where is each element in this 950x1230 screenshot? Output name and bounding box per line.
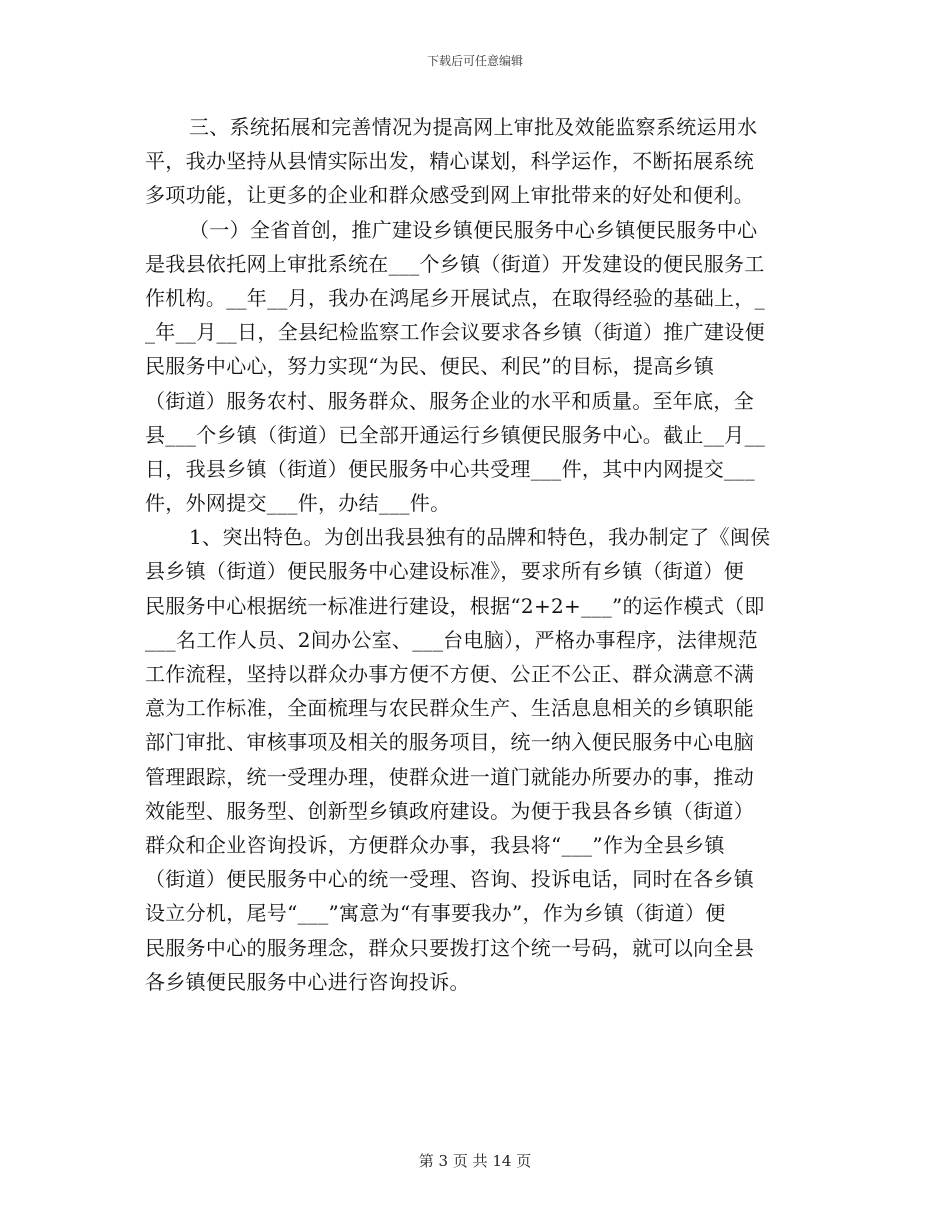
text-line: 日，我县乡镇（街道）便民服务中心共受理___件，其中内网提交___ — [145, 456, 755, 481]
text-line: （街道）服务农村、服务群众、服务企业的水平和质量。至年底，全 — [145, 388, 754, 413]
text-line: 民服务中心根据统一标准进行建设，根据“2+2+___”的运作模式（即 — [145, 593, 765, 618]
text-line: （一）全省首创，推广建设乡镇便民服务中心乡镇便民服务中心 — [189, 217, 758, 242]
text-line: （街道）便民服务中心的统一受理、咨询、投诉电话，同时在各乡镇 — [145, 867, 754, 892]
page-number: 第 3 页 共 14 页 — [418, 1152, 532, 1170]
text-line: 件，外网提交___件，办结___件。 — [145, 491, 451, 516]
text-line: 管理跟踪，统一受理办理，使群众进一道门就能办所要办的事，推动 — [145, 764, 754, 789]
text-line: 各乡镇便民服务中心进行咨询投诉。 — [145, 969, 470, 994]
text-line: 工作流程，坚持以群众办事方便不方便、公正不公正、群众满意不满 — [145, 662, 754, 686]
text-line: 效能型、服务型、创新型乡镇政府建设。为便于我县各乡镇（街道） — [145, 798, 754, 823]
text-line: 民服务中心的服务理念，群众只要拨打这个统一号码，就可以向全县 — [145, 935, 754, 960]
text-line: ___名工作人员、2间办公室、___台电脑），严格办事程序，法律规范 — [145, 627, 758, 652]
text-line: _年__月__日，全县纪检监察工作会议要求各乡镇（街道）推广建设便 — [145, 320, 765, 345]
page-header-note: 下载后可任意编辑 — [426, 54, 523, 68]
text-line: 县乡镇（街道）便民服务中心建设标准》，要求所有乡镇（街道）便 — [145, 559, 744, 584]
text-line: 意为工作标准，全面梳理与农民群众生产、生活息息相关的乡镇职能 — [145, 696, 754, 721]
text-line: 是我县依托网上审批系统在___个乡镇（街道）开发建设的便民服务工 — [145, 251, 765, 276]
text-line: 设立分机，尾号“___”寓意为“有事要我办”，作为乡镇（街道）便 — [145, 901, 726, 926]
text-line: 县___个乡镇（街道）已全部开通运行乡镇便民服务中心。截止__月__ — [145, 422, 766, 447]
text-line: 群众和企业咨询投诉，方便群众办事，我县将“___”作为全县乡镇 — [145, 832, 725, 857]
text-line: 作机构。__年__月，我办在鸿尾乡开展试点，在取得经验的基础上，_ — [145, 285, 765, 310]
text-line: 部门审批、审核事项及相关的服务项目，统一纳入便民服务中心电脑 — [145, 730, 754, 755]
text-line: 平，我办坚持从县情实际出发，精心谋划，科学运作，不断拓展系统 — [145, 149, 754, 174]
text-line: 多项功能，让更多的企业和群众感受到网上审批带来的好处和便利。 — [145, 183, 754, 208]
text-line: 三、系统拓展和完善情况为提高网上审批及效能监察系统运用水 — [189, 115, 758, 139]
text-line: 民服务中心心，努力实现“为民、便民、利民”的目标，提高乡镇 — [145, 354, 715, 379]
document-body — [145, 110, 805, 999]
text-line: 1、突出特色。为创出我县独有的品牌和特色，我办制定了《闽侯 — [189, 525, 771, 550]
